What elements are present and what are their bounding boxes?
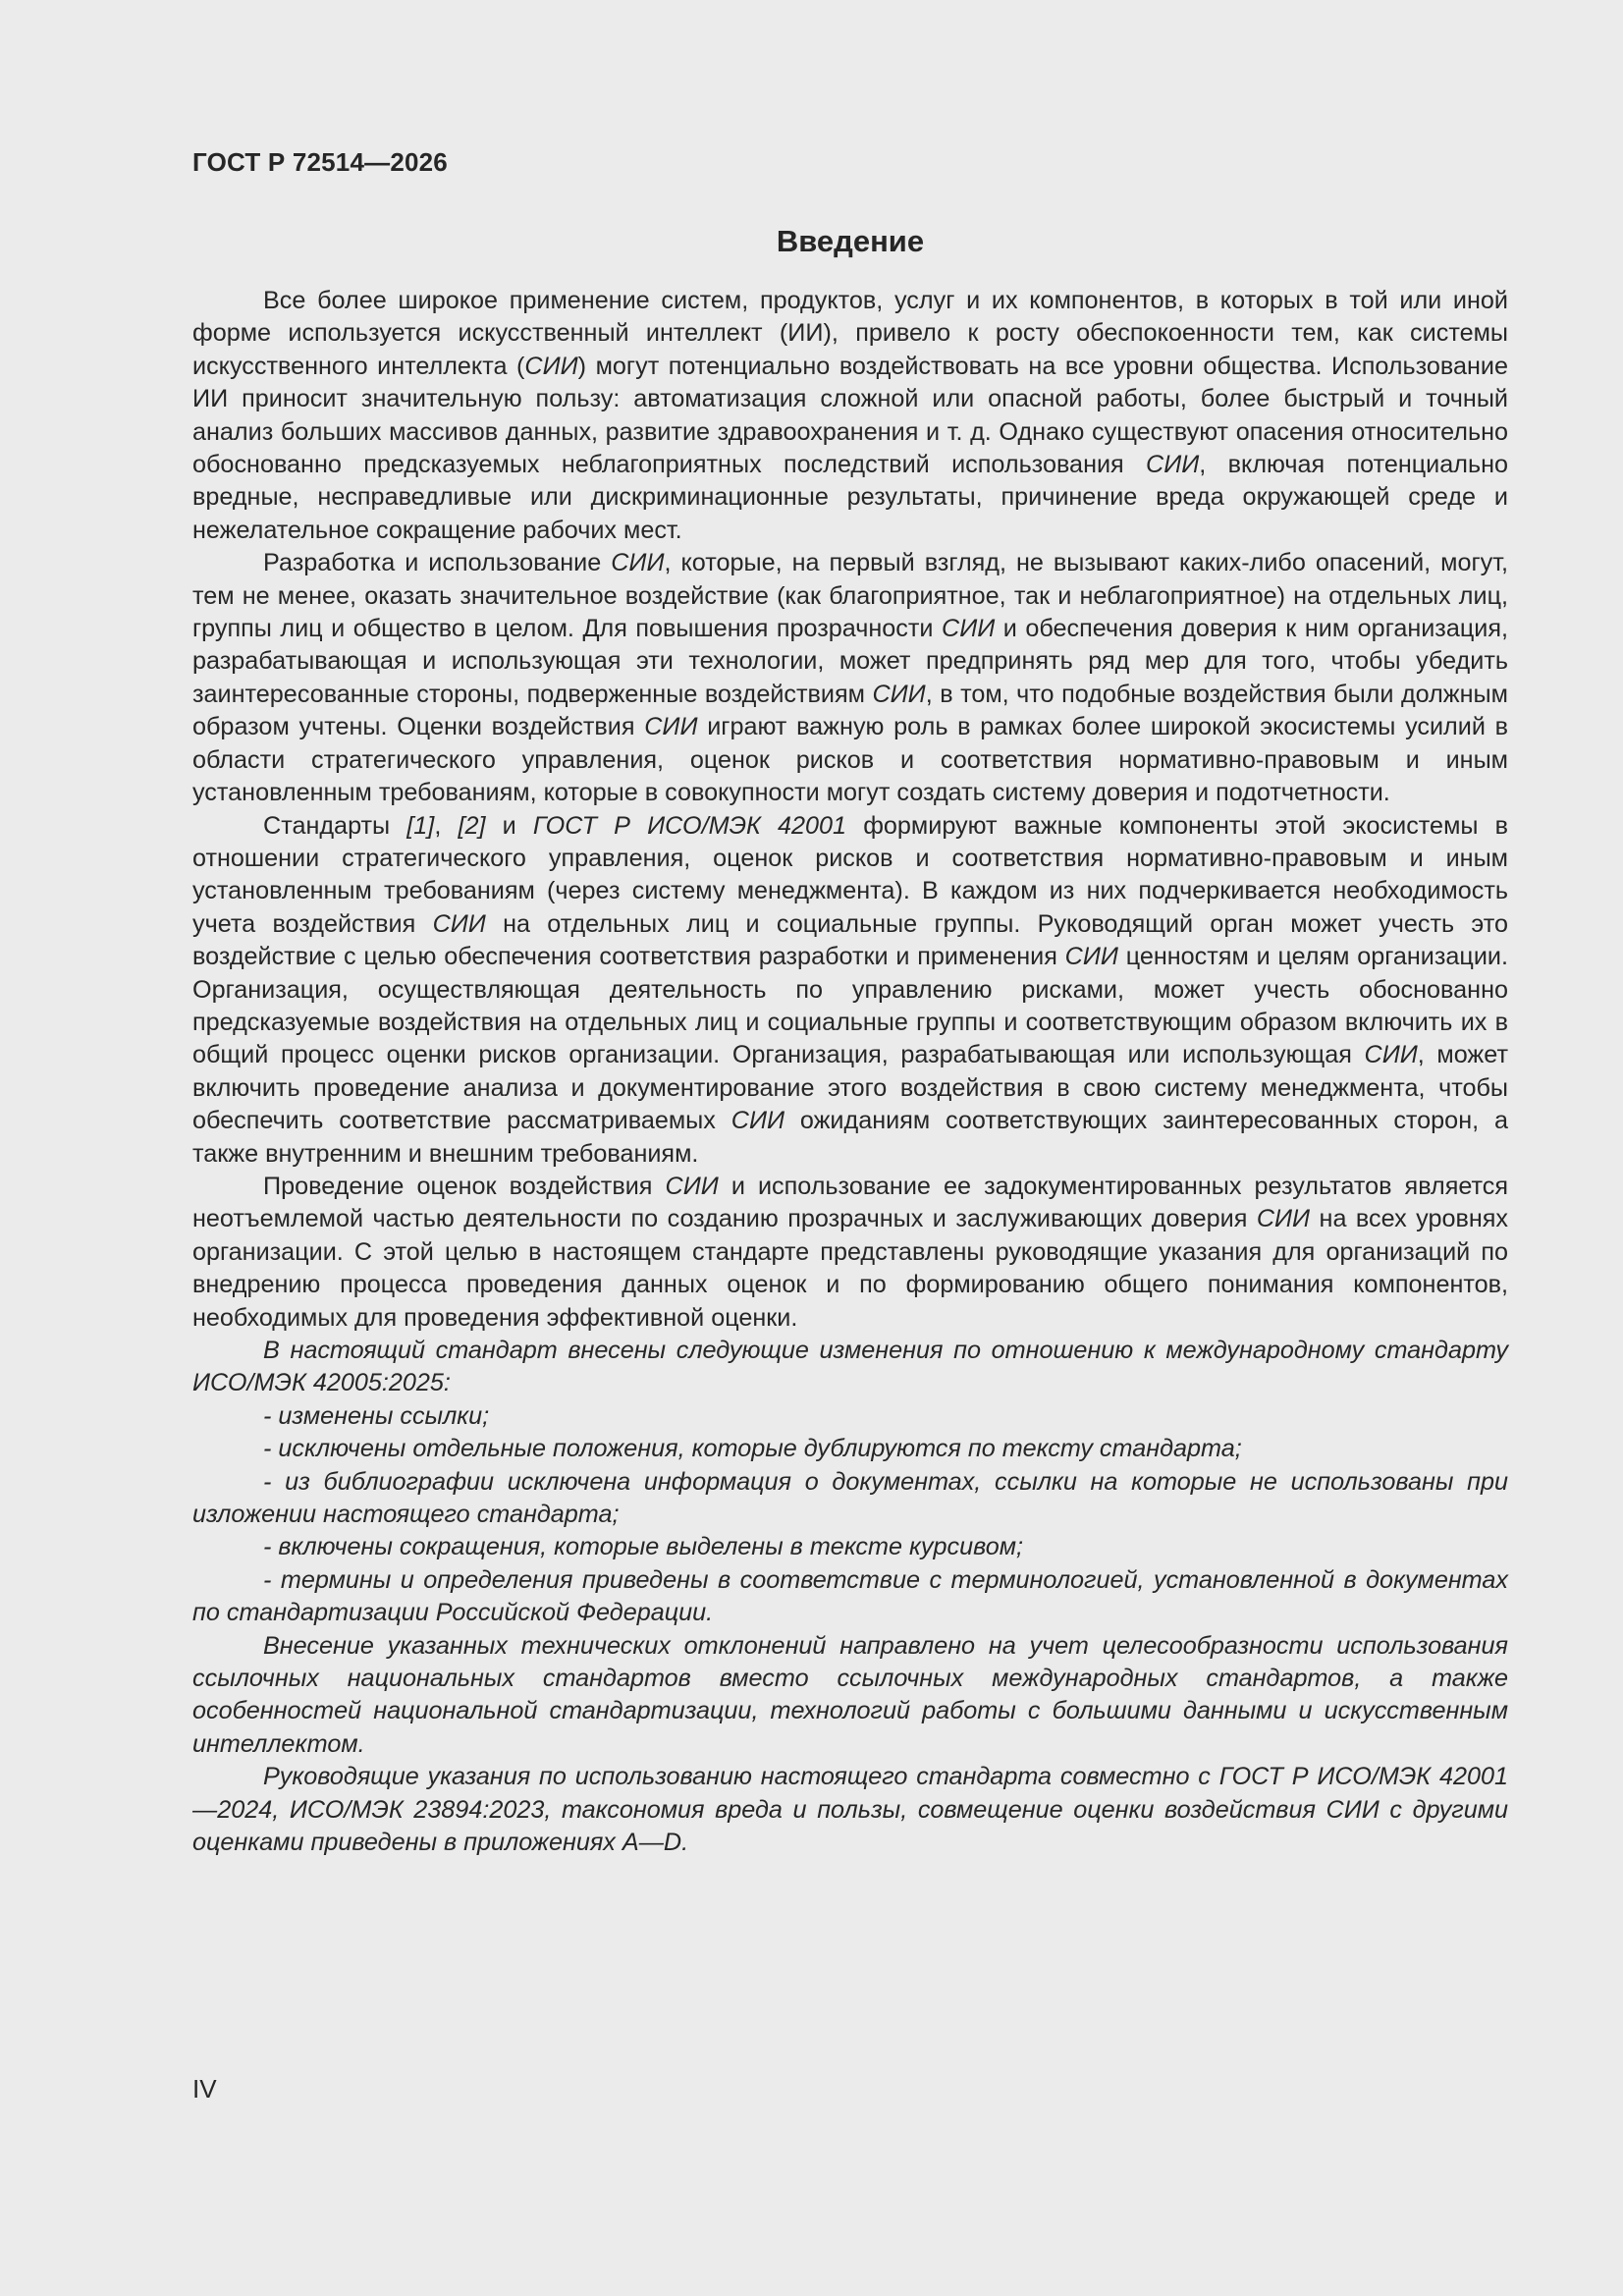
paragraph <box>192 1564 1508 1630</box>
text-run: на всех уровнях организации. С этой целью в настоящем стандарте представлены руководящие указания для организаций по внедрению процесса проведения данных оценок и по формированию общего понимания компонентов, необходимых для проведения эффективной оценки. <box>192 1205 1508 1332</box>
paragraph <box>192 810 1508 1171</box>
italic-text-run: СИИ <box>730 1107 784 1135</box>
italic-text-run: СИИ <box>872 680 926 708</box>
italic-text-run: ГОСТ Р ИСО/МЭК 42001 <box>532 811 847 840</box>
page-title: Введение <box>776 224 925 258</box>
italic-text-run: СИИ <box>1256 1205 1311 1233</box>
text-run: Проведение оценок воздействия <box>263 1172 666 1200</box>
italic-text-run: - из библиографии исключена информация о документах, ссылки на которые не использованы при изложении настоящего стандарта; <box>192 1467 1508 1529</box>
paragraph <box>192 1335 1508 1400</box>
italic-text-run: Руководящие указания по использованию настоящего стандарта совместно с ГОСТ Р ИСО/МЭК 42001—2024, ИСО/МЭК 23894:2023, таксономия вреда и пользы, совмещение оценки воздействия СИИ с другими оценками приведены в приложениях A—D. <box>192 1763 1508 1857</box>
italic-text-run: СИИ <box>1064 943 1118 971</box>
italic-text-run: - изменены ссылки; <box>263 1401 490 1430</box>
paragraph <box>192 1466 1508 1532</box>
italic-text-run: СИИ <box>665 1172 719 1200</box>
italic-text-run: СИИ <box>942 615 996 643</box>
italic-text-run: СИИ <box>524 352 578 380</box>
italic-text-run: СИИ <box>1146 451 1200 479</box>
paragraph <box>192 1400 1508 1433</box>
text-run: и обеспечения доверия к ним организация, разрабатывающая и использующая эти технологии, может предпринять ряд мер для того, чтобы убедить заинтересованные стороны, подверженные воздействиям <box>192 615 1508 708</box>
italic-text-run: СИИ <box>432 909 486 938</box>
document-code: ГОСТ Р 72514—2026 <box>192 147 448 177</box>
paragraph <box>192 1761 1508 1859</box>
text-run: играют важную роль в рамках более широкой экосистемы усилий в области стратегического управления, оценок рисков и соответствия нормативно-правовым и иным установленным требованиям, которые в совокупности могут создать систему доверия и подотчетности. <box>192 713 1509 807</box>
text-run: , <box>434 811 459 840</box>
text-run: Разработка и использование <box>263 549 612 577</box>
page-number: IV <box>192 2074 217 2104</box>
italic-text-run: СИИ <box>611 549 665 577</box>
text-run: и использование ее задокументированных результатов является неотъемлемой частью деятельности по созданию прозрачных и заслуживающих доверия <box>192 1172 1508 1233</box>
text-run: формируют важные компоненты этой экосистемы в отношении стратегического управления, оценок рисков и соответствия нормативно-правовым и иным установленным требованиям (через систему менеджмента). В каждом из них подчеркивается необходимость учета воздействия <box>192 811 1508 938</box>
italic-text-run: Внесение указанных технических отклонений направлено на учет целесообразности использования ссылочных национальных стандартов вместо ссылочных международных стандартов, а также особенностей национальной стандартизации, технологий работы с большими данными и искусственным интеллектом. <box>192 1631 1508 1758</box>
italic-text-run: - исключены отдельные положения, которые дублируются по тексту стандарта; <box>263 1435 1242 1463</box>
text-run: , может включить проведение анализа и документирование этого воздействия в свою систему менеджмента, чтобы обеспечить соответствие рассматриваемых <box>192 1041 1508 1135</box>
text-run: , которые, на первый взгляд, не вызывают каких-либо опасений, могут, тем не менее, оказать значительное воздействие (как благоприятное, так и неблагоприятное) на отдельных лиц, группы лиц и общество в целом. Для повышения прозрачности <box>192 549 1508 643</box>
text-run: , в том, что подобные воздействия были должным образом учтены. Оценки воздействия <box>192 680 1508 741</box>
text-run: Все более широкое применение систем, продуктов, услуг и их компонентов, в которых в той или иной форме используется искусственный интеллект (ИИ), привело к росту обеспокоенности тем, как системы искусственного интеллекта ( <box>192 287 1508 380</box>
paragraph <box>192 1171 1508 1335</box>
italic-text-run: В настоящий стандарт внесены следующие изменения по отношению к международному стандарту ИСО/МЭК 42005:2025: <box>192 1337 1508 1397</box>
paragraph <box>192 1433 1508 1465</box>
text-run: ) могут потенциально воздействовать на все уровни общества. Использование ИИ приносит значительную пользу: автоматизация сложной или опасной работы, более быстрый и точный анализ больших массивов данных, развитие здравоохранения и т. д. Однако существуют опасения относительно обоснованно предсказуемых неблагоприятных последствий использования <box>192 352 1508 479</box>
text-run: на отдельных лиц и социальные группы. Руководящий орган может учесть это воздействие с целью обеспечения соответствия разработки и применения <box>192 909 1508 971</box>
text-run: ожиданиям соответствующих заинтересованных сторон, а также внутренним и внешним требованиям. <box>192 1107 1508 1168</box>
paragraph <box>192 1531 1508 1563</box>
text-run: Стандарты <box>263 811 407 840</box>
italic-text-run: СИИ <box>1364 1041 1418 1069</box>
text-run: ценностям и целям организации. Организация, осуществляющая деятельность по управлению рисками, может учесть обоснованно предсказуемые воздействия на отдельных лиц и социальные группы и соответствующим образом включить их в общий процесс оценки рисков организации. Организация, разрабатывающая или использующая <box>192 943 1508 1069</box>
paragraph <box>192 547 1508 809</box>
italic-text-run: - включены сокращения, которые выделены в тексте курсивом; <box>263 1533 1023 1561</box>
italic-text-run: [2] <box>458 811 486 840</box>
paragraph <box>192 1630 1508 1762</box>
italic-text-run: - термины и определения приведены в соответствие с терминологией, установленной в документах по стандартизации Российской Федерации. <box>192 1565 1508 1627</box>
italic-text-run: СИИ <box>644 713 698 741</box>
paragraph <box>192 285 1508 547</box>
text-run: , включая потенциально вредные, несправедливые или дискриминационные результаты, причинение вреда окружающей среде и нежелательное сокращение рабочих мест. <box>192 451 1508 544</box>
body-text <box>192 285 1508 1860</box>
text-run: и <box>485 811 533 840</box>
italic-text-run: [1] <box>406 811 435 840</box>
